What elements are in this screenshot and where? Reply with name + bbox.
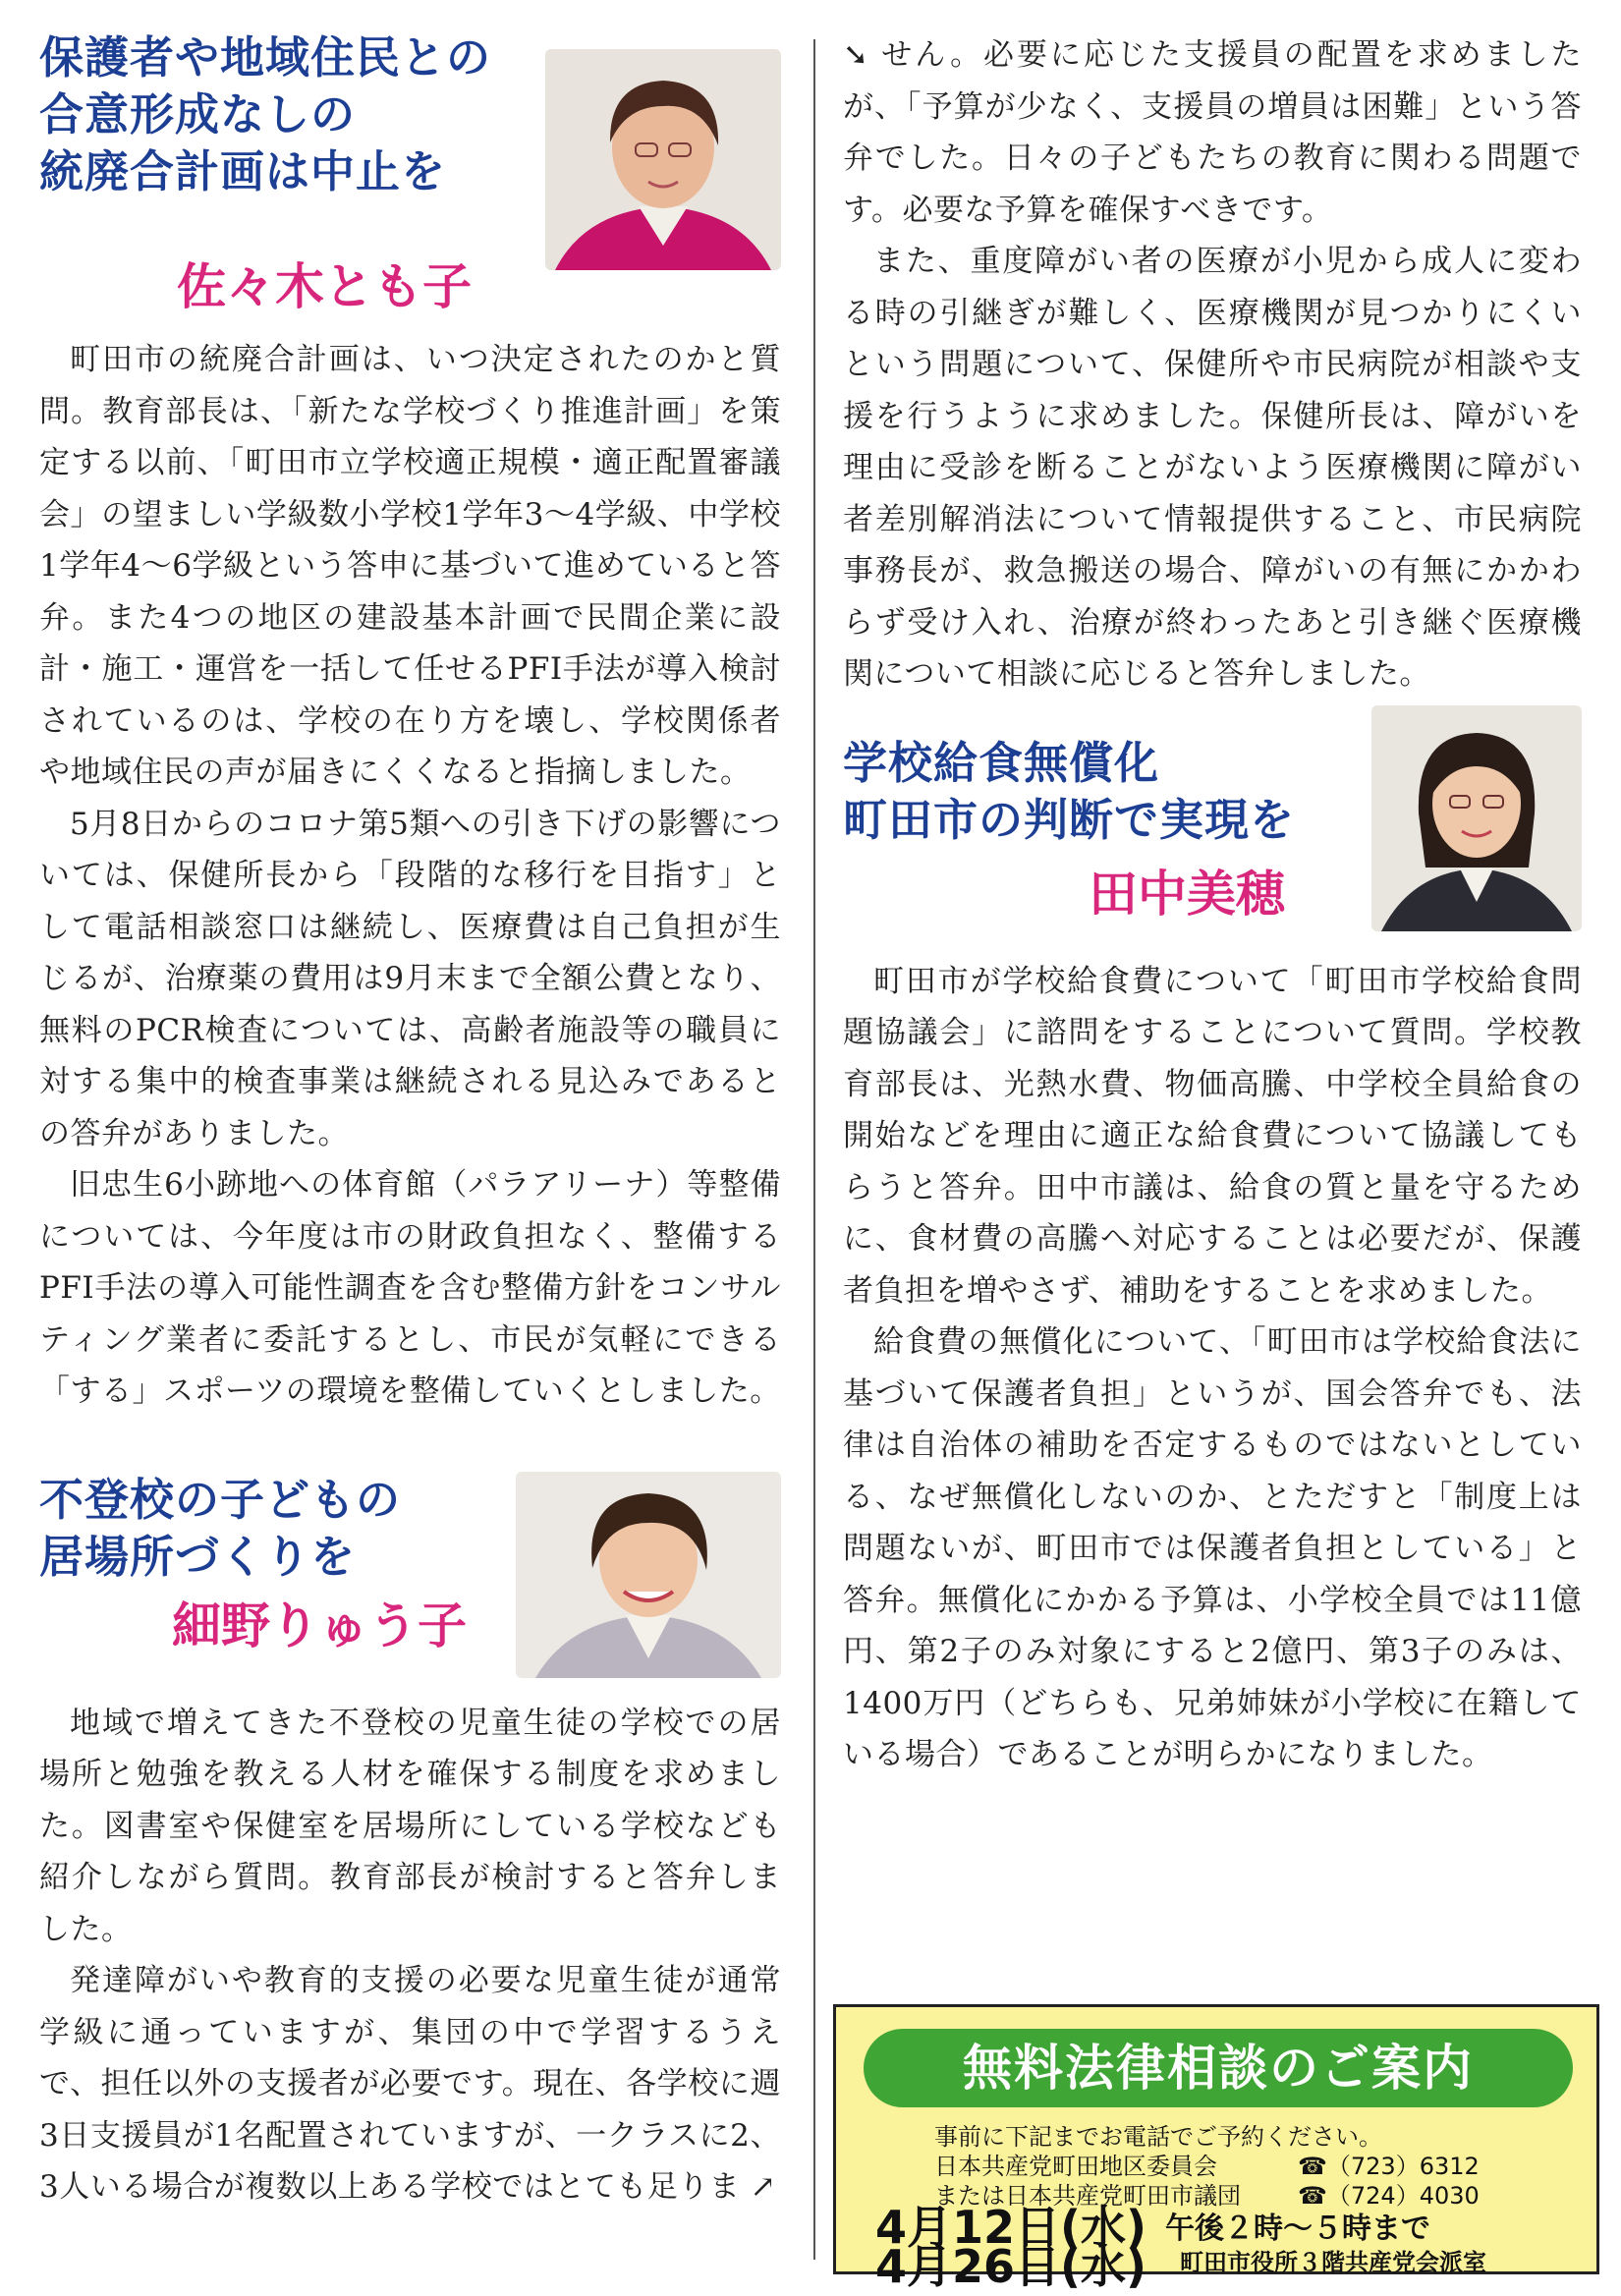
- author-photo: [516, 1472, 781, 1678]
- notice-title: 無料法律相談のご案内: [864, 2029, 1573, 2107]
- paragraph: 5月8日からのコロナ第5類への引き下げの影響については、保健所長から「段階的な移行を目指す」として電話相談窓口は継続し、医療費は自己負担が生じるが、治療薬の費用は9月末まで全額公費となり、無料のPCR検査については、高齢者施設等の職員に対する集中的検査事業は継続される見込みであるとの答弁がありました。: [39, 806, 781, 1151]
- legal-consultation-notice: [833, 2004, 1599, 2293]
- article-header-hosono: [39, 1472, 781, 1658]
- title-line: 町田市の判断で実現を: [843, 793, 1296, 846]
- notice-org-district: 日本共産党町田地区委員会: [934, 2153, 1217, 2180]
- title-line: 保護者や地域住民との: [39, 31, 492, 84]
- paragraph: 町田市の統廃合計画は、いつ決定されたのかと質問。教育部長は、「新たな学校づくり推進計画」を策定する以前、「町田市立学校適正規模・適正配置審議会」の望ましい学級数小学校1学年3〜4学級、中学校1学年4〜6学級という答申に基づいて進めていると答弁。また4つの地区の建設基本計画で民間企業に設計・施工・運営を一括して任せるPFI手法が導入検討されているのは、学校の在り方を壊し、学校関係者や地域住民の声が届きにくくなると指摘しました。: [39, 342, 781, 790]
- consultation-time: 午後２時〜５時まで: [1165, 2212, 1430, 2246]
- paragraph: ➘ せん。必要に応じた支援員の配置を求めましたが、「予算が少なく、支援員の増員は困難」という答弁でした。日々の子どもたちの教育に関わる問題です。必要な予算を確保すべきです。: [843, 37, 1582, 228]
- phone-council: ☎（724）4030: [1298, 2182, 1480, 2210]
- article-body-hosono: [39, 1698, 781, 2213]
- notice-org-council: または日本共産党町田市議団: [934, 2182, 1241, 2210]
- paragraph: 町田市が学校給食費について「町田市学校給食問題協議会」に諮問をすることについて質問。学校教育部長は、光熱水費、物価高騰、中学校全員給食の開始などを理由に適正な給食費について協議してもらうと答弁。田中市議は、給食の質と量を守るために、食材費の高騰へ対応することは必要だが、保護者負担を増やさず、補助をすることを求めました。: [843, 963, 1582, 1309]
- paragraph: 旧忠生6小跡地への体育館（パラアリーナ）等整備については、今年度は市の財政負担なく、整備するPFI手法の導入可能性調査を含む整備方針をコンサルティング業者に委託するとし、市民が気軽にできる「する」スポーツの環境を整備していくとしました。: [39, 1167, 781, 1409]
- article-header-tanaka: [843, 735, 1582, 936]
- author-name: 田中美穂: [1089, 865, 1285, 923]
- left-column: [39, 29, 781, 2213]
- paragraph: また、重度障がい者の医療が小児から成人に変わる時の引継ぎが難しく、医療機関が見つかりにくいという問題について、保健所や市民病院が相談や支援を行うように求めました。保健所長は、障がいを理由に受診を断ることがないよう医療機関に障がい者差別解消法について情報提供すること、市民病院事務長が、救急搬送の場合、障がいの有無にかかわらず受け入れ、治療が終わったあと引き継ぐ医療機関について相談に応じると答弁しました。: [843, 244, 1582, 692]
- consultation-place: 町田市役所３階共産党会派室: [1180, 2249, 1486, 2276]
- article-body-tanaka: [843, 956, 1582, 1781]
- column-divider: [813, 39, 815, 2260]
- title-line: 統廃合計画は中止を: [39, 145, 447, 197]
- paragraph: 地域で増えてきた不登校の児童生徒の学校での居場所と勉強を教える人材を確保する制度を求めました。図書室や保健室を居場所にしている学校なども紹介しながら質問。教育部長が検討すると答弁しました。: [39, 1705, 781, 1947]
- phone-district: ☎（723）6312: [1298, 2153, 1480, 2180]
- paragraph: 発達障がいや教育的支援の必要な児童生徒が通常学級に通っていますが、集団の中で学習するうえで、担任以外の支援者が必要です。現在、各学校に週3日支援員が1名配置されていますが、一クラスに2、3人いる場合が複数以上ある学校ではとても足りま ↗: [39, 1963, 781, 2205]
- article-body-sasaki: [39, 334, 781, 1418]
- consultation-date-1: 4月12日(水): [875, 2201, 1147, 2254]
- right-column: [843, 29, 1582, 1781]
- title-line: 不登校の子どもの: [39, 1473, 402, 1526]
- author-name: 佐々木とも子: [177, 258, 472, 315]
- author-name: 細野りゅう子: [172, 1596, 467, 1654]
- title-line: 合意形成なしの: [39, 88, 357, 140]
- title-line: 居場所づくりを: [39, 1530, 357, 1583]
- paragraph: 給食費の無償化について、「町田市は学校給食法に基づいて保護者負担」というが、国会答弁でも、法律は自治体の補助を否定するものではないとしている、なぜ無償化しないのか、とただすと「制度上は問題ないが、町田市では保護者負担としている」と答弁。無償化にかかる予算は、小学校全員では11億円、第2子のみ対象にすると2億円、第3子のみは、1400万円（どちらも、兄弟姉妹が小学校に在籍している場合）であることが明らかになりました。: [843, 1324, 1582, 1772]
- consultation-date-2: 4月26日(水): [875, 2240, 1147, 2293]
- author-photo: [545, 49, 781, 270]
- notice-intro: 事前に下記までお電話でご予約ください。: [934, 2123, 1382, 2151]
- author-photo: [1371, 705, 1582, 931]
- title-line: 学校給食無償化: [843, 736, 1160, 789]
- article-body-hosono-continued: [843, 29, 1582, 700]
- article-header-sasaki: [39, 29, 781, 314]
